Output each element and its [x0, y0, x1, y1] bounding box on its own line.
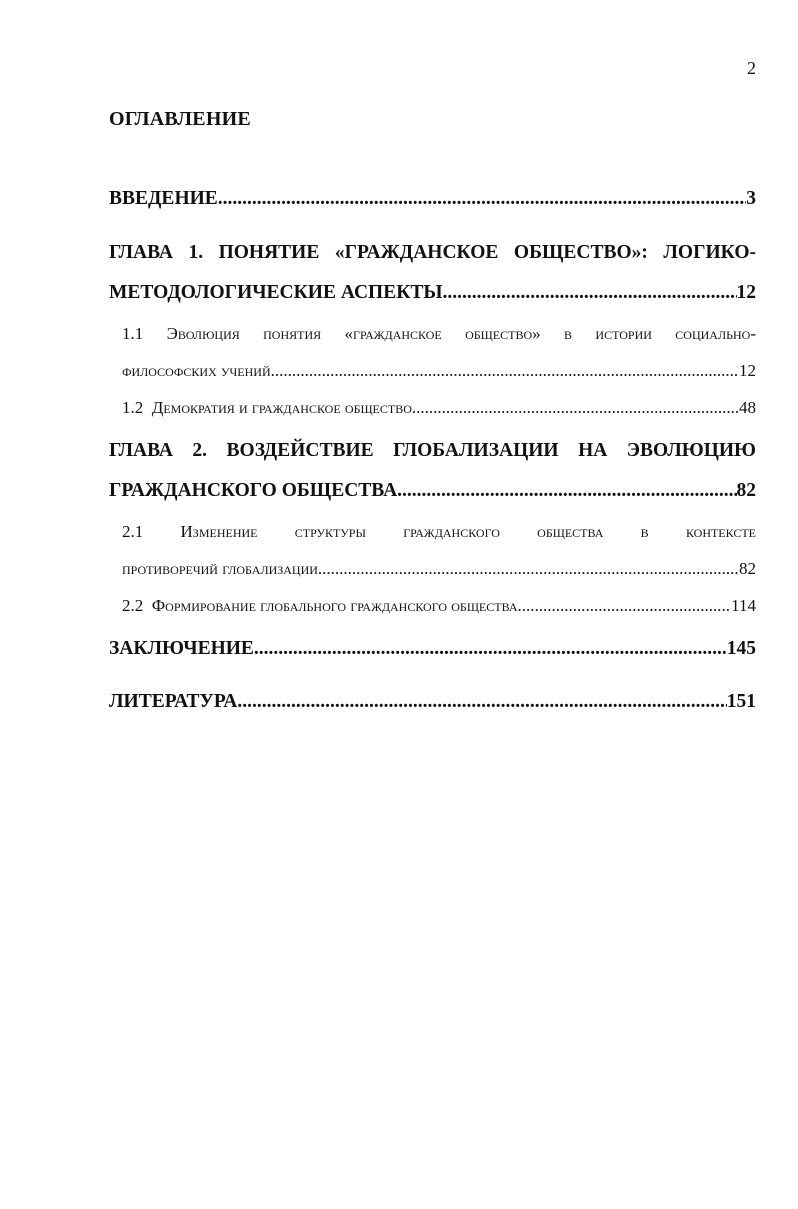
toc-title: ОГЛАВЛЕНИЕ [109, 108, 251, 130]
leader-dots [397, 480, 736, 502]
leader-dots [318, 559, 739, 579]
entry-page: 151 [726, 691, 756, 712]
entry-page: 12 [739, 361, 756, 380]
toc-entry-section-1-1-cont[interactable] [122, 361, 756, 381]
entry-page: 82 [736, 480, 756, 501]
toc-entry-section-2-2[interactable] [122, 596, 756, 616]
entry-title-line1: ГЛАВА 1. ПОНЯТИЕ «ГРАЖДАНСКОЕ ОБЩЕСТВО»: ЛОГИКО- [109, 242, 756, 263]
entry-title: Формирование глобального гражданского общества [151, 596, 518, 615]
entry-title-line1: ГЛАВА 2. ВОЗДЕЙСТВИЕ ГЛОБАЛИЗАЦИИ НА ЭВОЛЮЦИЮ [109, 440, 756, 461]
entry-title-line2: противоречий глобализации [122, 559, 318, 578]
toc-entry-intro[interactable] [109, 188, 756, 210]
section-number: 2.2 [122, 596, 144, 615]
toc-entry-section-2-1-cont[interactable] [122, 559, 756, 579]
entry-title: ЛИТЕРАТУРА [109, 691, 238, 712]
toc-entry-chapter-2[interactable] [109, 440, 756, 462]
entry-page: 145 [726, 638, 756, 659]
toc-entry-chapter-2-cont[interactable] [109, 480, 756, 502]
entry-title-line1: Эволюция понятия «гражданское общество» в истории социально- [166, 324, 756, 343]
leader-dots [218, 188, 746, 210]
entry-page: 48 [739, 398, 756, 417]
entry-title-line2: ГРАЖДАНСКОГО ОБЩЕСТВА [109, 480, 398, 501]
section-number: 2.1 [122, 522, 144, 541]
leader-dots [443, 282, 737, 304]
page-number: 2 [747, 58, 756, 78]
leader-dots [412, 398, 739, 418]
entry-title: Демократия и гражданское общество [151, 398, 412, 417]
leader-dots [254, 638, 727, 660]
entry-title-line2: философских учений [122, 361, 271, 380]
entry-title-line1: Изменение структуры гражданского общества в контексте [180, 522, 757, 541]
entry-page: 3 [746, 188, 756, 209]
toc-entry-conclusion[interactable] [109, 638, 756, 660]
section-number: 1.2 [122, 398, 144, 417]
section-number: 1.1 [122, 324, 144, 343]
toc-entry-chapter-1-cont[interactable] [109, 282, 756, 304]
entry-title: ЗАКЛЮЧЕНИЕ [109, 638, 254, 659]
entry-title-line2: МЕТОДОЛОГИЧЕСКИЕ АСПЕКТЫ [109, 282, 443, 303]
toc-entry-section-2-1[interactable] [122, 522, 756, 542]
leader-dots [271, 361, 739, 381]
entry-title: ВВЕДЕНИЕ [109, 188, 218, 209]
toc-entry-chapter-1[interactable] [109, 242, 756, 264]
entry-page: 82 [739, 559, 756, 578]
leader-dots [237, 691, 726, 713]
toc-entry-section-1-2[interactable] [122, 398, 756, 418]
leader-dots [518, 596, 732, 616]
entry-page: 114 [731, 596, 756, 615]
toc-entry-literature[interactable] [109, 691, 756, 713]
entry-page: 12 [736, 282, 756, 303]
toc-entry-section-1-1[interactable] [122, 324, 756, 344]
